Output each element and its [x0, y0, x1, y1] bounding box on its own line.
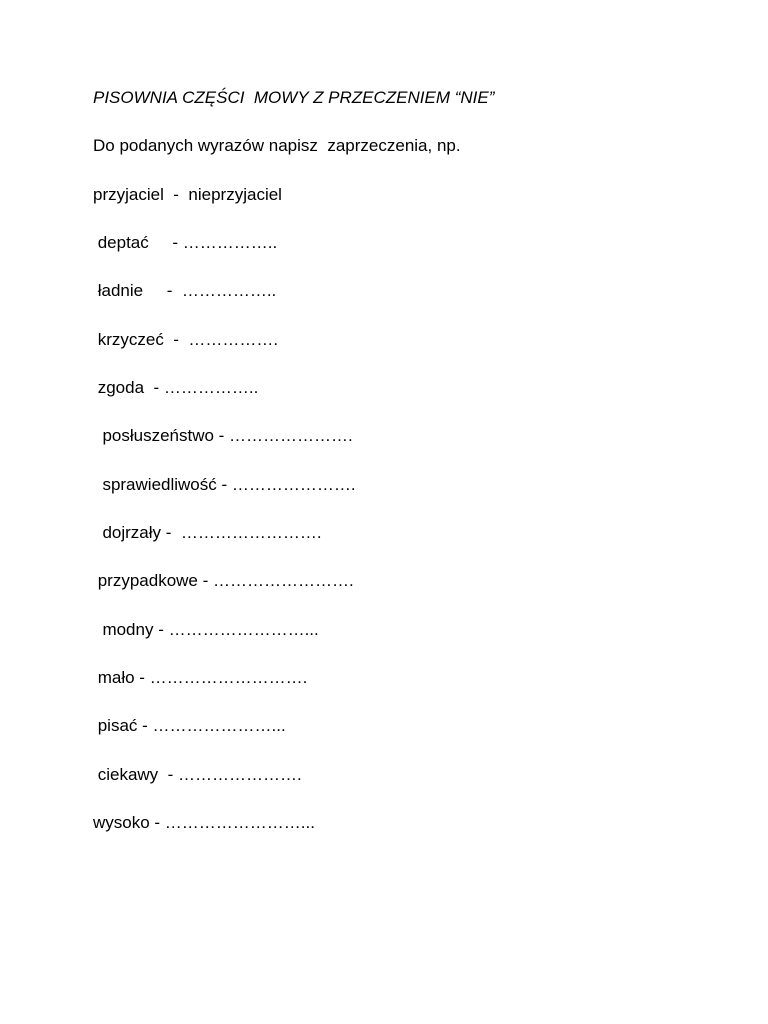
- exercise-item: ciekawy - ………………….: [93, 765, 302, 784]
- example-pair: przyjaciel - nieprzyjaciel: [93, 185, 282, 204]
- exercise-item: mało - ……………………….: [93, 668, 308, 687]
- exercise-item: wysoko - ……………………...: [93, 813, 315, 832]
- exercise-item: pisać - …………………...: [93, 716, 286, 735]
- exercise-item: dojrzały - …………………….: [93, 523, 322, 542]
- worksheet-title: PISOWNIA CZĘŚCI MOWY Z PRZECZENIEM “NIE”: [93, 88, 495, 107]
- exercise-item: posłuszeństwo - ………………….: [93, 426, 353, 445]
- instruction-text: Do podanych wyrazów napisz zaprzeczenia, np.: [93, 136, 461, 155]
- exercise-item: zgoda - ……………..: [93, 378, 259, 397]
- exercise-item: sprawiedliwość - ………………….: [93, 475, 356, 494]
- exercise-item: krzyczeć - …………….: [93, 330, 279, 349]
- exercise-item: ładnie - ……………..: [93, 281, 277, 300]
- exercise-item: modny - ……………………...: [93, 620, 319, 639]
- exercise-item: przypadkowe - …………………….: [93, 571, 354, 590]
- exercise-item: deptać - ……………..: [93, 233, 278, 252]
